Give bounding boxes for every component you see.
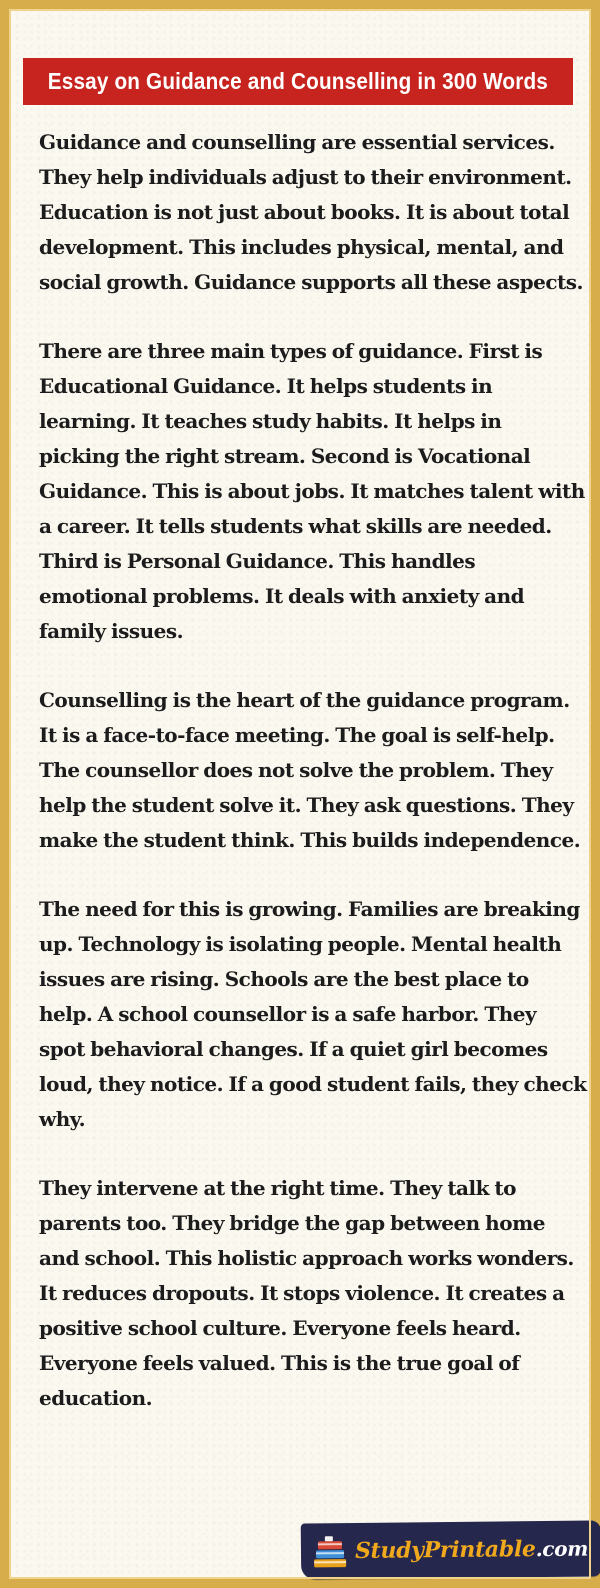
- books-icon: [311, 1535, 349, 1569]
- logo-brand-name: StudyPrintable: [354, 1536, 536, 1565]
- paragraph-3: Counselling is the heart of the guidance program. It is a face-to-face meeting. The goal is self-help. The counsellor does not solve the problem. They help the student solve it. They ask questions. They make the student think. This builds independence.: [39, 688, 581, 852]
- paragraph-1: Guidance and counselling are essential services. They help individuals adjust to their environment. Education is not just about books. It is about total development. This includes physical, mental, and social growth. Guidance supports all these aspects.: [39, 130, 583, 294]
- paragraph-2: There are three main types of guidance. First is Educational Guidance. It helps students in learning. It teaches study habits. It helps in picking the right stream. Second is Vocational Guidance. This is about jobs. It matches talent with a career. It tells students what skills are needed. Third is Personal Guidance. This handles emotional problems. It deals with anxiety and family issues.: [39, 339, 585, 643]
- studyprintable-logo[interactable]: [301, 1520, 600, 1579]
- title-banner: [23, 58, 573, 105]
- essay-body: [39, 125, 587, 1450]
- logo-text: [355, 1536, 588, 1564]
- logo-domain: .com: [535, 1536, 589, 1562]
- page-title: Essay on Guidance and Counselling in 300 Words: [47, 68, 549, 94]
- paragraph-4: The need for this is growing. Families are breaking up. Technology is isolating people. Mental health issues are rising. Schools are the best place to help. A school counsellor is a safe harbor. They spot behavioral changes. If a quiet girl becomes loud, they notice. If a good student fails, they check why.: [39, 897, 587, 1131]
- paragraph-5: They intervene at the right time. They talk to parents too. They bridge the gap between home and school. This holistic approach works wonders. It reduces dropouts. It stops violence. It creates a positive school culture. Everyone feels heard. Everyone feels valued. This is the true goal of education.: [39, 1176, 574, 1410]
